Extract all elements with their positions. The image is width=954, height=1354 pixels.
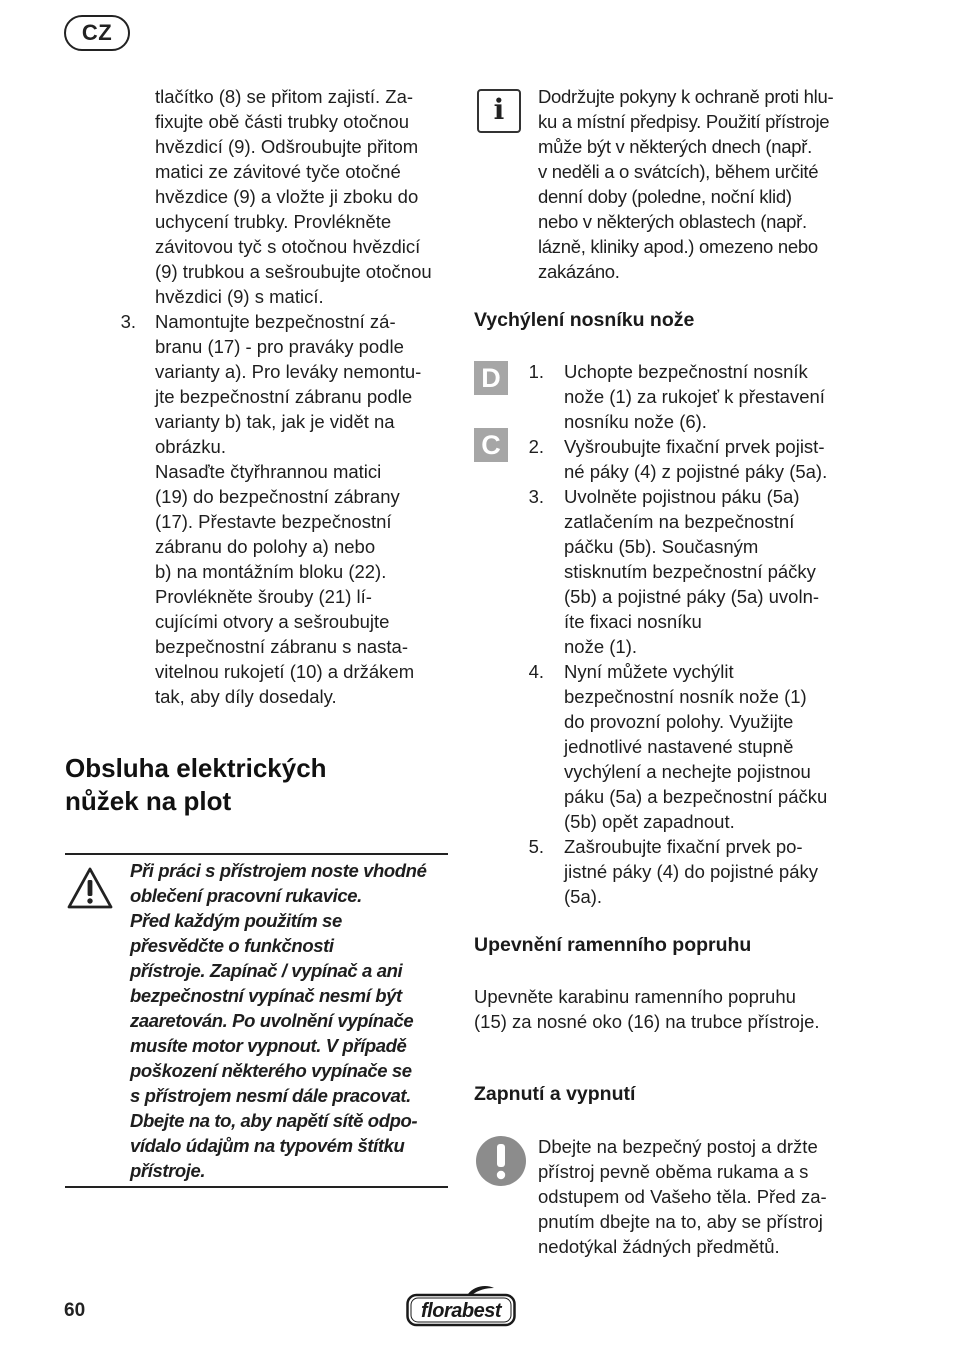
text-line: (9) trubkou a sešroubujte otočnou	[155, 261, 432, 282]
text-line: Před každým použitím se	[130, 910, 342, 931]
text-line: vídalo údajům na typovém štítku	[130, 1135, 405, 1156]
text-line: (5a).	[564, 886, 603, 907]
text-line: Nyní můžete vychýlit	[564, 661, 734, 682]
text-line: může být v některých dnech (např.	[538, 136, 812, 157]
text-line: přístroje.	[130, 1160, 206, 1181]
caution-icon	[475, 1135, 527, 1192]
text-line: přístroj pevně oběma rukama a s	[538, 1161, 809, 1182]
logo-text: florabest	[421, 1300, 501, 1322]
text-line: přesvědčte o funkčnosti	[130, 935, 334, 956]
tilt-step-number: 5.	[528, 836, 544, 857]
heading-switch-on-off: Zapnutí a vypnutí	[474, 1083, 636, 1105]
text-line: Nasaďte čtyřhrannou matici	[155, 461, 382, 482]
text-line: íte fixaci nosníku	[564, 611, 702, 632]
text-line: páčku (5b). Současným	[564, 536, 759, 557]
warning-bottom-rule	[65, 1186, 448, 1188]
text-line: uchycení trubky. Provlékněte	[155, 211, 392, 232]
text-line: přístroje. Zapínač / vypínač a ani	[130, 960, 403, 981]
tilt-step-text	[564, 359, 825, 434]
text-line: odstupem od Vašeho těla. Před za-	[538, 1186, 827, 1207]
text-line: ku a místní předpisy. Použití přístroje	[538, 111, 830, 132]
step-3-number: 3.	[120, 311, 136, 332]
text-line: oblečení pracovní rukavice.	[130, 885, 362, 906]
text-line: do provozní polohy. Využijte	[564, 711, 794, 732]
strap-text	[474, 984, 820, 1034]
text-line: stisknutím bezpečnostní páčky	[564, 561, 816, 582]
text-line: Zašroubujte fixační prvek po-	[564, 836, 803, 857]
text-line: nosníku nože (6).	[564, 411, 707, 432]
tilt-step-text	[564, 484, 819, 659]
text-line: nebo v některých oblastech (např.	[538, 211, 807, 232]
warning-icon	[66, 866, 114, 915]
text-line: Vyšroubujte fixační prvek pojist-	[564, 436, 825, 457]
text-line: Uchopte bezpečnostní nosník	[564, 361, 808, 382]
text-line: nedotýkal žádných předmětů.	[538, 1236, 780, 1257]
text-line: zakázáno.	[538, 261, 620, 282]
tilt-step-number: 2.	[528, 436, 544, 457]
text-line: Provlékněte šrouby (21) lí-	[155, 586, 372, 607]
text-line: Upevněte karabinu ramenního popruhu	[474, 986, 796, 1007]
text-line: hvězdicí (9). Odšroubujte přitom	[155, 136, 419, 157]
text-line: cujícími otvory a sešroubujte	[155, 611, 390, 632]
step-2-continuation	[155, 84, 432, 309]
tilt-step-text	[564, 434, 827, 484]
text-line: závitovou tyč s otočnou hvězdicí	[155, 236, 421, 257]
tilt-step-number: 4.	[528, 661, 544, 682]
text-line: Při práci s přístrojem noste vhodné	[130, 860, 427, 881]
text-line: bezpečnostní zábranu s nasta-	[155, 636, 408, 657]
text-line: hvězdici (9) s maticí.	[155, 286, 324, 307]
text-line: nože (1).	[564, 636, 638, 657]
illustration-tab-d: D	[474, 361, 508, 395]
tilt-step-text	[564, 834, 818, 909]
illustration-tab-c: C	[474, 428, 508, 462]
switch-text	[538, 1134, 827, 1259]
text-line: nože (1) za rukojeť k přestavení	[564, 386, 825, 407]
text-line: né páky (4) z pojistné páky (5a).	[564, 461, 828, 482]
text-line: Dbejte na bezpečný postoj a držte	[538, 1136, 818, 1157]
section-title-line: Obsluha elektrických	[65, 753, 327, 783]
text-line: tlačítko (8) se přitom zajistí. Za-	[155, 86, 414, 107]
heading-shoulder-strap: Upevnění ramenního popruhu	[474, 934, 752, 956]
text-line: fixujte obě části trubky otočnou	[155, 111, 410, 132]
text-line: jednotlivé nastavené stupně	[564, 736, 794, 757]
text-line: vitelnou rukojetí (10) a držákem	[155, 661, 415, 682]
text-line: jte bezpečnostní zábranu podle	[155, 386, 413, 407]
tilt-step-number: 1.	[528, 361, 544, 382]
text-line: Uvolněte pojistnou páku (5a)	[564, 486, 800, 507]
text-line: jistné páky (4) do pojistné páky	[564, 861, 818, 882]
text-line: Namontujte bezpečnostní zá-	[155, 311, 396, 332]
heading-blade-tilt: Vychýlení nosníku nože	[474, 309, 695, 331]
tilt-step-number: 3.	[528, 486, 544, 507]
text-line: bezpečnostní vypínač nesmí být	[130, 985, 402, 1006]
section-title	[65, 752, 327, 818]
florabest-logo	[406, 1285, 516, 1327]
text-line: Dbejte na to, aby napětí sítě odpo-	[130, 1110, 418, 1131]
text-line: musíte motor vypnout. V případě	[130, 1035, 407, 1056]
text-line: matici ze závitové tyče otočné	[155, 161, 401, 182]
text-line: bezpečnostní nosník nože (1)	[564, 686, 807, 707]
info-icon-glyph: i	[493, 93, 505, 126]
text-line: (5b) opět zapadnout.	[564, 811, 735, 832]
text-line: (17). Přestavte bezpečnostní	[155, 511, 392, 532]
info-text	[538, 84, 833, 284]
language-badge: CZ	[64, 15, 130, 51]
text-line: varianty a). Pro leváky nemontu-	[155, 361, 422, 382]
section-title-line: nůžek na plot	[65, 786, 232, 816]
text-line: tak, aby díly dosedaly.	[155, 686, 337, 707]
text-line: zaaretován. Po uvolnění vypínače	[130, 1010, 414, 1031]
text-line: Dodržujte pokyny k ochraně proti hlu-	[538, 86, 834, 107]
text-line: obrázku.	[155, 436, 226, 457]
warning-text	[130, 858, 426, 1183]
text-line: denní doby (poledne, noční klid)	[538, 186, 792, 207]
tilt-step-text	[564, 659, 827, 834]
text-line: vychýlení a nechejte pojistnou	[564, 761, 811, 782]
text-line: lázně, kliniky apod.) omezeno nebo	[538, 236, 818, 257]
text-line: páku (5a) a bezpečnostní páčku	[564, 786, 828, 807]
text-line: v neděli a o svátcích), během určité	[538, 161, 819, 182]
page-number: 60	[64, 1300, 86, 1321]
text-line: (19) do bezpečnostní zábrany	[155, 486, 400, 507]
text-line: b) na montážním bloku (22).	[155, 561, 387, 582]
text-line: s přístrojem nesmí dále pracovat.	[130, 1085, 411, 1106]
text-line: varianty b) tak, jak je vidět na	[155, 411, 395, 432]
text-line: pnutím dbejte na to, aby se přístroj	[538, 1211, 823, 1232]
step-3-text	[155, 309, 421, 709]
warning-top-rule	[65, 853, 448, 855]
text-line: branu (17) - pro praváky podle	[155, 336, 404, 357]
info-icon	[477, 89, 521, 133]
text-line: zábranu do polohy a) nebo	[155, 536, 376, 557]
text-line: poškození některého vypínače se	[130, 1060, 412, 1081]
text-line: zatlačením na bezpečnostní	[564, 511, 795, 532]
text-line: hvězdice (9) a vložte ji zboku do	[155, 186, 419, 207]
text-line: (5b) a pojistné páky (5a) uvoln-	[564, 586, 820, 607]
text-line: (15) za nosné oko (16) na trubce přístroje.	[474, 1011, 820, 1032]
